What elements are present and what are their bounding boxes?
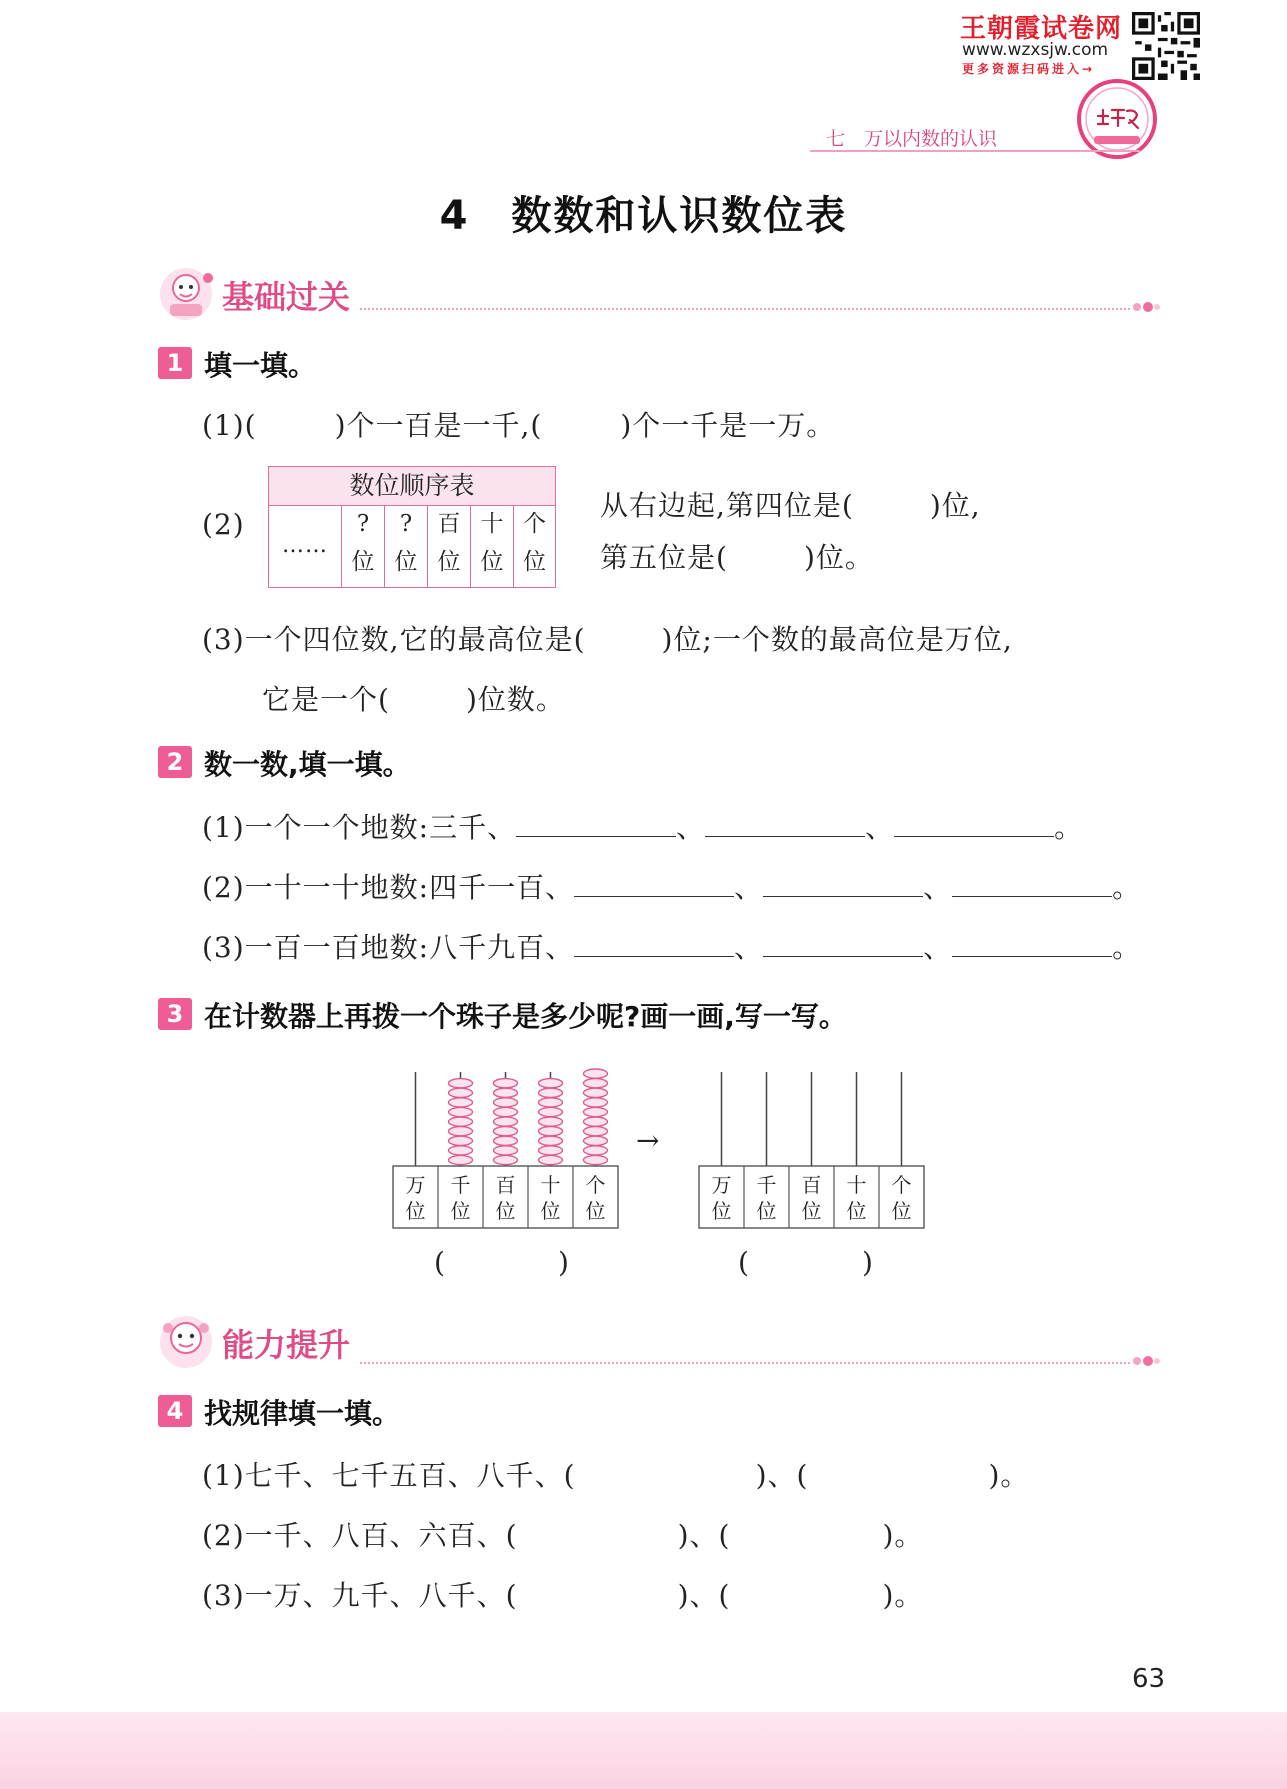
q1-line-1-part-b: )个一百是一千,( [334, 409, 543, 442]
mascot-icon [156, 264, 220, 324]
abacus-left-bead [494, 1098, 518, 1107]
abacus-left-bead [584, 1117, 608, 1126]
q4-line-1 [202, 1454, 1029, 1494]
q2-line-2 [202, 866, 1141, 906]
question-number-3: 3 [158, 998, 192, 1030]
q1-line-2-prefix: (2) [202, 508, 245, 541]
q1-line-2-right-2 [600, 536, 874, 576]
place-value-table-title: 数位顺序表 [269, 467, 555, 506]
answer-blank[interactable] [952, 926, 1112, 957]
chapter-label: 七 万以内数的认识 [826, 128, 998, 150]
paren-close: ) [557, 1246, 570, 1279]
section-divider [360, 1362, 1130, 1364]
dots-decoration-icon [1132, 300, 1160, 314]
abacus-left-bead [539, 1136, 563, 1145]
abacus-left-label-top: 个 [585, 1173, 606, 1197]
q4-line-2-c: )。 [882, 1519, 924, 1552]
q4-line-3-a: (3)一万、九千、八千、( [202, 1579, 518, 1612]
abacus-left-bead [494, 1107, 518, 1116]
chapter-divider [810, 150, 1140, 152]
q1-line-3 [202, 618, 1013, 658]
separator: 、 [676, 811, 706, 844]
abacus-left-answer [434, 1246, 570, 1279]
q4-line-3 [202, 1574, 923, 1614]
abacus-right-label-top: 千 [756, 1173, 777, 1197]
abacus-right-label-bottom: 位 [801, 1199, 822, 1223]
page-title: 4 数数和认识数位表 [439, 193, 848, 239]
abacus-left-bead [539, 1088, 563, 1097]
q4-line-1-a: (1)七千、七千五百、八千、( [202, 1459, 576, 1492]
answer-blank[interactable] [894, 806, 1054, 837]
question-2-title: 数一数,填一填。 [204, 748, 411, 781]
abacus-left-bead [449, 1079, 473, 1088]
abacus-left-bead [584, 1069, 608, 1078]
abacus-right-label-top: 十 [846, 1173, 867, 1197]
arrow-icon: → [636, 1124, 661, 1157]
q4-line-2 [202, 1514, 923, 1554]
abacus-right-label-top: 个 [891, 1173, 912, 1197]
abacus-left-bead [494, 1117, 518, 1126]
abacus-left-bead [539, 1155, 563, 1164]
question-3-title: 在计数器上再拨一个珠子是多少呢?画一画,写一写。 [204, 1000, 847, 1033]
place-value-col-5: 个 位 [513, 505, 555, 587]
abacus-left-bead [494, 1136, 518, 1145]
paren-close: ) [861, 1246, 874, 1279]
place-value-col-1: ? 位 [341, 505, 384, 587]
brand-tagline: 更多资源扫码进入→ [962, 62, 1096, 76]
page-number: 63 [1132, 1664, 1166, 1694]
abacus-left-bead [584, 1146, 608, 1155]
separator: 、 [923, 931, 953, 964]
q1-line-2-right-1 [600, 484, 981, 524]
place-value-table [268, 466, 556, 588]
abacus-right-label-bottom: 位 [846, 1199, 867, 1223]
abacus-right-label-bottom: 位 [891, 1199, 912, 1223]
line-end: 。 [1112, 871, 1142, 904]
abacus-left-label-top: 十 [540, 1173, 561, 1197]
abacus-left-bead [584, 1107, 608, 1116]
abacus-left-bead [539, 1146, 563, 1155]
brand-url[interactable]: www.wzxsjw.com [962, 40, 1109, 60]
abacus-right-label-top: 百 [801, 1173, 822, 1197]
abacus-left [392, 1054, 622, 1230]
question-number-1: 1 [158, 347, 192, 379]
q1-line-2-right-2-b: )位。 [803, 541, 874, 574]
line-end: 。 [1054, 811, 1084, 844]
dots-decoration-icon [1132, 1354, 1160, 1368]
abacus-right[interactable] [698, 1054, 928, 1230]
separator: 、 [734, 871, 764, 904]
answer-blank[interactable] [705, 806, 865, 837]
q4-line-1-c: )。 [988, 1459, 1030, 1492]
abacus-left-bead [494, 1146, 518, 1155]
abacus-left-label-top: 万 [405, 1173, 426, 1197]
q1-line-1-part-c: )个一千是一万。 [620, 409, 836, 442]
line-end: 。 [1112, 931, 1142, 964]
mascot-icon [156, 1312, 220, 1372]
answer-blank[interactable] [574, 866, 734, 897]
qr-code-icon[interactable] [1132, 12, 1200, 80]
q1-line-3-cont [262, 678, 565, 718]
section-divider [360, 308, 1130, 310]
abacus-left-bead [584, 1098, 608, 1107]
q2-line-3 [202, 926, 1141, 966]
footer-band [0, 1712, 1287, 1789]
abacus-right-label-bottom: 位 [711, 1199, 732, 1223]
abacus-left-label-top: 百 [495, 1173, 516, 1197]
abacus-left-bead [449, 1117, 473, 1126]
answer-blank[interactable] [763, 866, 923, 897]
abacus-left-bead [539, 1107, 563, 1116]
q2-line-3-prefix: (3)一百一百地数:八千九百、 [202, 931, 575, 964]
question-1-title: 填一填。 [204, 349, 317, 382]
answer-blank[interactable] [763, 926, 923, 957]
q2-line-2-prefix: (2)一十一十地数:四千一百、 [202, 871, 575, 904]
abacus-left-bead [494, 1079, 518, 1088]
place-value-dots: …… [282, 533, 328, 558]
answer-blank[interactable] [574, 926, 734, 957]
q4-line-1-b: )、( [755, 1459, 809, 1492]
abacus-right-answer [738, 1246, 874, 1279]
abacus-right-label-bottom: 位 [756, 1199, 777, 1223]
abacus-left-bead [494, 1127, 518, 1136]
q1-line-1-part-a: (1)( [202, 409, 257, 442]
section-title-basic: 基础过关 [222, 278, 351, 316]
abacus-left-bead [539, 1098, 563, 1107]
question-number-4: 4 [158, 1395, 192, 1427]
place-value-col-2: ? 位 [384, 505, 427, 587]
q1-line-3-c: 它是一个( [262, 683, 390, 716]
place-value-col-4: 十 位 [470, 505, 513, 587]
abacus-left-bead [494, 1155, 518, 1164]
abacus-left-bead [584, 1136, 608, 1145]
abacus-left-label-bottom: 位 [450, 1199, 471, 1223]
q1-line-3-d: )位数。 [465, 683, 565, 716]
abacus-left-label-bottom: 位 [540, 1199, 561, 1223]
abacus-left-bead [584, 1155, 608, 1164]
abacus-left-bead [584, 1088, 608, 1097]
abacus-left-label-top: 千 [450, 1173, 471, 1197]
abacus-left-bead [449, 1146, 473, 1155]
question-4-title: 找规律填一填。 [204, 1397, 401, 1430]
q4-line-3-c: )。 [882, 1579, 924, 1612]
q4-line-2-a: (2)一千、八百、六百、( [202, 1519, 518, 1552]
paren-open: ( [738, 1246, 750, 1279]
q1-line-3-a: (3)一个四位数,它的最高位是( [202, 623, 586, 656]
abacus-left-bead [449, 1098, 473, 1107]
abacus-left-bead [449, 1155, 473, 1164]
abacus-left-bead [449, 1088, 473, 1097]
separator: 、 [734, 931, 764, 964]
abacus-left-bead [539, 1117, 563, 1126]
abacus-left-bead [449, 1107, 473, 1116]
brand-seal-icon [1076, 78, 1158, 160]
abacus-left-bead [539, 1127, 563, 1136]
abacus-left-label-bottom: 位 [405, 1199, 426, 1223]
abacus-left-bead [584, 1127, 608, 1136]
paren-open: ( [434, 1246, 446, 1279]
abacus-left-label-bottom: 位 [585, 1199, 606, 1223]
answer-blank[interactable] [516, 806, 676, 837]
q1-line-2-right-1-b: )位, [929, 489, 981, 522]
q1-line-2-right-2-a: 第五位是( [600, 541, 728, 574]
abacus-left-label-bottom: 位 [495, 1199, 516, 1223]
q1-line-3-b: )位;一个数的最高位是万位, [661, 623, 1013, 656]
abacus-left-bead [449, 1136, 473, 1145]
q1-line-2-right-1-a: 从右边起,第四位是( [600, 489, 854, 522]
q4-line-3-b: )、( [677, 1579, 731, 1612]
abacus-left-bead [449, 1127, 473, 1136]
q2-line-1 [202, 806, 1083, 846]
separator: 、 [923, 871, 953, 904]
question-number-2: 2 [158, 746, 192, 778]
abacus-left-bead [584, 1079, 608, 1088]
abacus-left-bead [494, 1088, 518, 1097]
abacus-right-label-top: 万 [711, 1173, 732, 1197]
brand-title: 王朝霞试卷网 [960, 14, 1123, 44]
section-title-advanced: 能力提升 [222, 1326, 351, 1364]
q4-line-2-b: )、( [677, 1519, 731, 1552]
q1-line-1 [202, 404, 835, 444]
place-value-col-3: 百 位 [427, 505, 470, 587]
q2-line-1-prefix: (1)一个一个地数:三千、 [202, 811, 517, 844]
separator: 、 [865, 811, 895, 844]
answer-blank[interactable] [952, 866, 1112, 897]
abacus-left-bead [539, 1079, 563, 1088]
